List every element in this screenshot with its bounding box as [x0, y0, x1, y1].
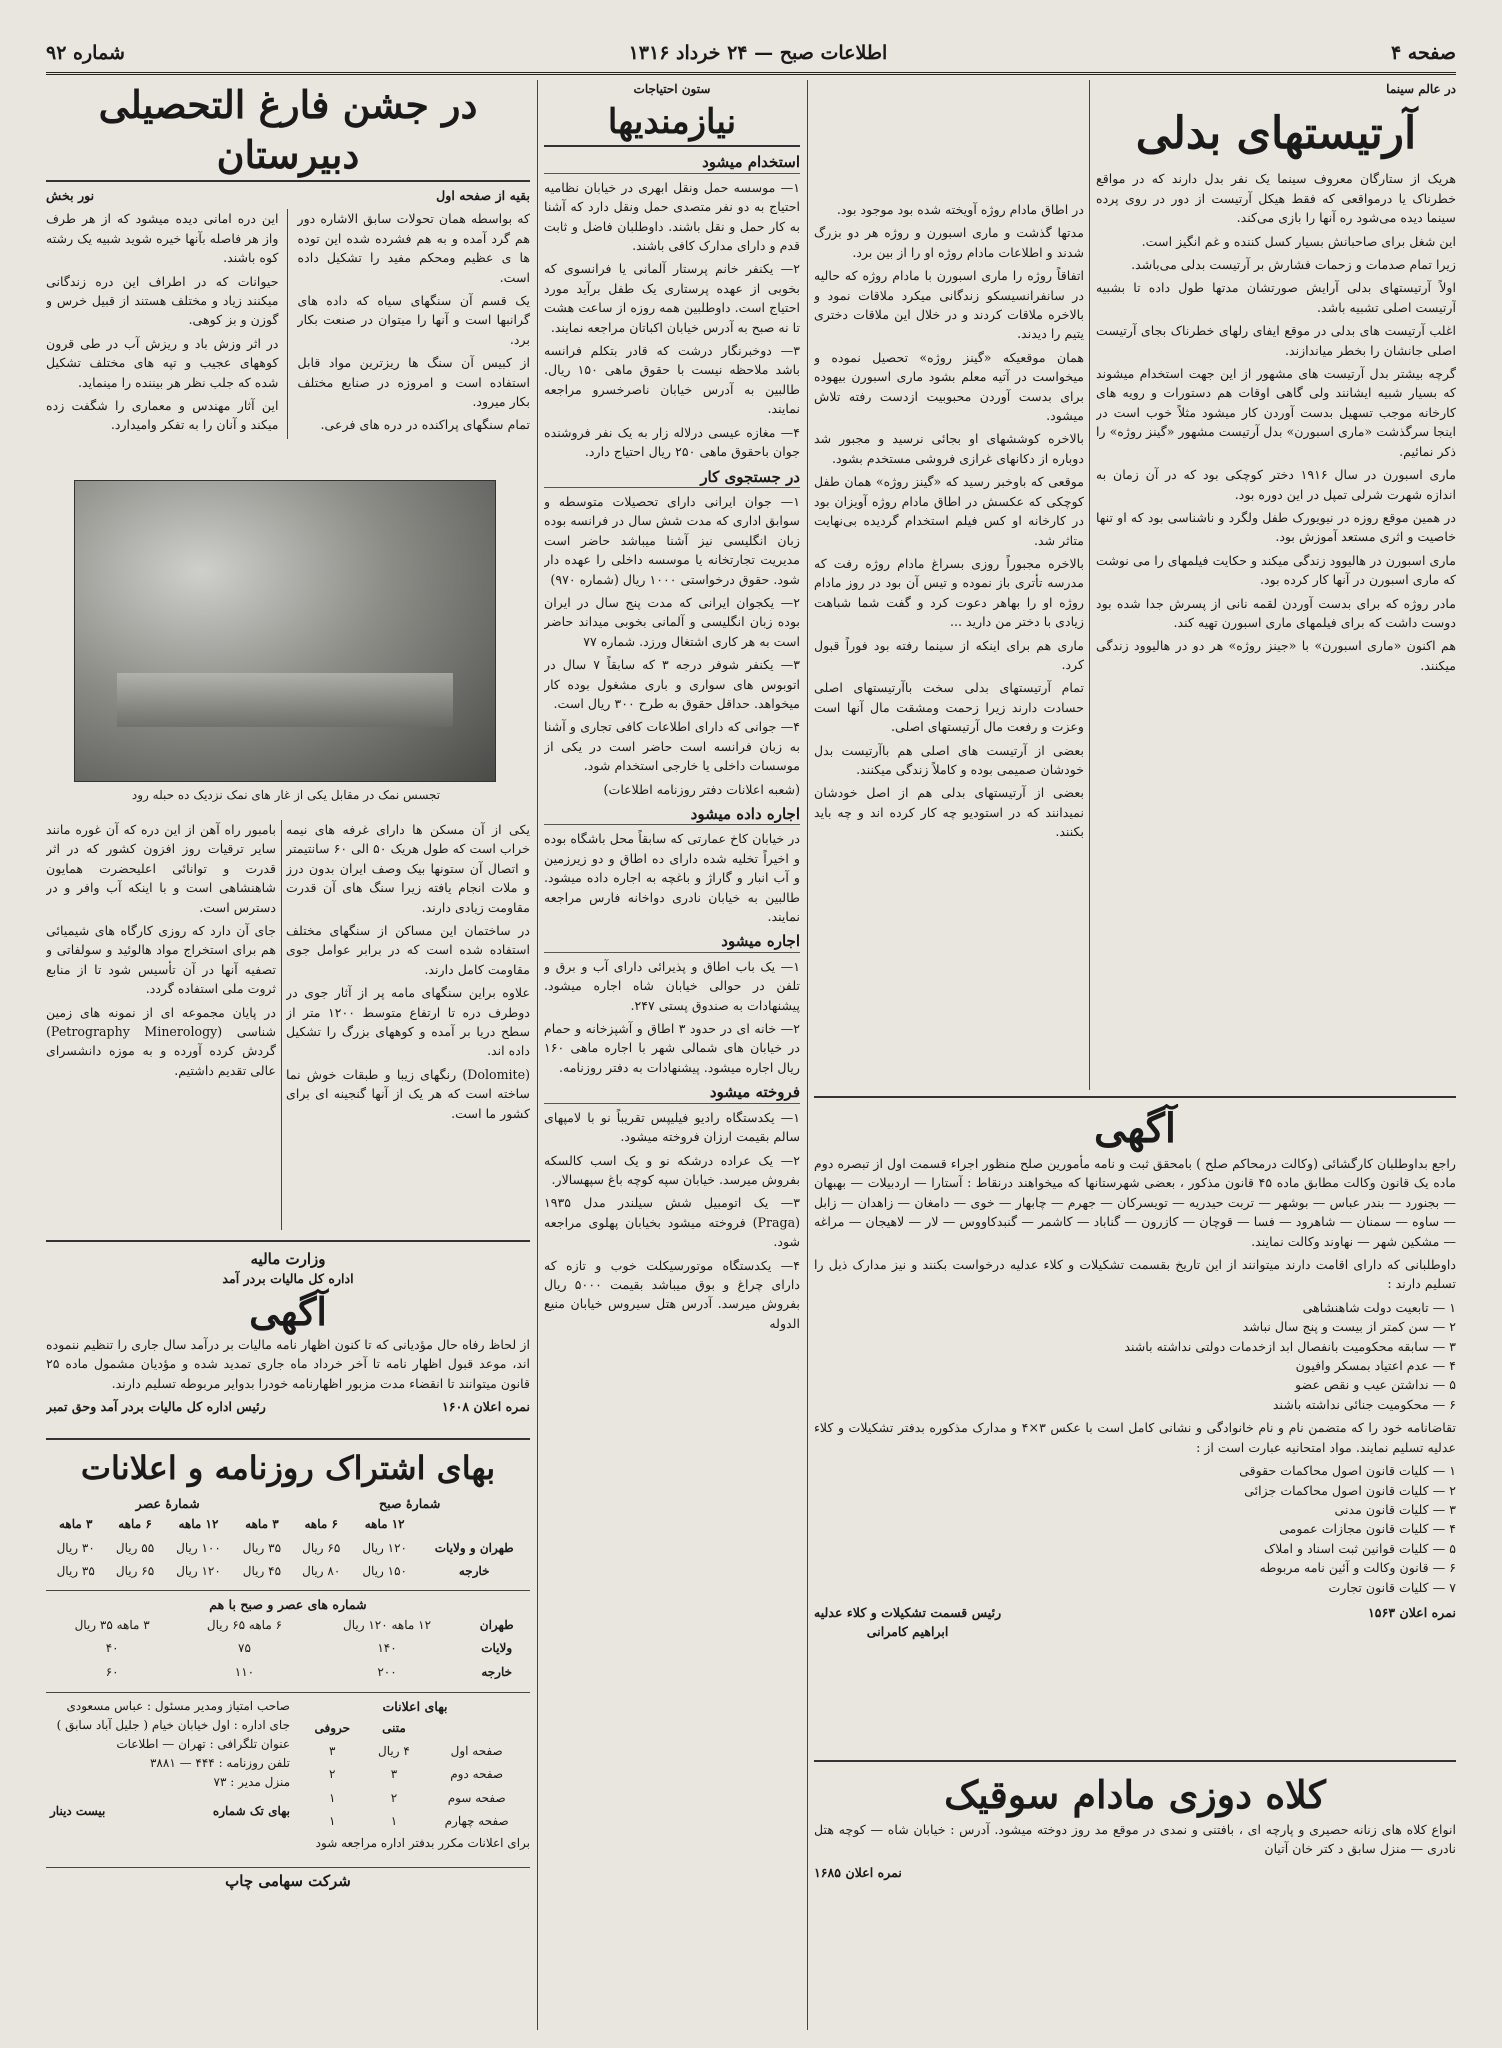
column-rule	[281, 820, 282, 1230]
table-row	[300, 1810, 530, 1833]
exam-subject: ۴ — کلیات قانون مجازات عمومی	[1279, 1521, 1456, 1537]
single-copy-label: بهای تک شماره	[212, 1804, 290, 1819]
section-heading: فروخته میشود	[544, 1083, 800, 1103]
table-cell: صفحه اول	[450, 1744, 503, 1759]
classified-item: ۴— مغازه عیسی درلاله زار به یک نفر فروشنده جوان باحقوق ماهی ۲۵۰ ریال احتیاج دارد.	[544, 424, 800, 460]
table-header: حروفی	[314, 1720, 351, 1735]
hatmaker-ad	[814, 1770, 1456, 1970]
cinema-para: در همین موقع روزه در نیویورک طفل ولگرد و ناشناسی بود که او تنها خاصیت و اثری مستعد آموزش بود.	[1096, 509, 1456, 545]
cinema-para: مادر روژه که برای بدست آوردن لقمه نانی از پسرش جدا شده بود دوست داشت که برای فیلمهای ماری اسبورن تهیه کند.	[1096, 595, 1456, 630]
finance-notice-ref: نمره اعلان ۱۶۰۸	[442, 1399, 530, 1415]
legal-notice-body: تقاضانامه خود را که متضمن نام و نام خانوادگی و نشانی کامل است با عکس ۳×۴ و مدارک مذکوره بدفتر تشکیلات و کلاء عدلیه تسلیم نمایند. مواد امتحانیه عبارت است از :	[814, 1420, 1456, 1455]
article-para: در اثر وزش باد و ریزش آب در طی قرون کوههای عجیب و تپه های مختلف تشکیل شده که جلب نظر هر بیننده را مینماید.	[46, 335, 279, 390]
legal-notice-signature-name: ابراهیم کامرانی	[866, 1624, 949, 1640]
table-cell: صفحه چهارم	[444, 1814, 509, 1829]
table-row	[46, 1614, 530, 1637]
exam-subject: ۲ — کلیات قانون اصول محاکمات جزائی	[1244, 1482, 1456, 1498]
table-row	[46, 1560, 530, 1583]
finance-notice-title: آگهی	[249, 1288, 327, 1334]
cinema-para: بعضی از آرتیستهای بدلی هم از اصل خودشان نمیدانند که در استودیو چه کار کرده اند و چه باید بکنند.	[814, 785, 1084, 840]
table-cell: ۳۰ ریال	[56, 1540, 95, 1555]
column-rule	[1089, 80, 1090, 1090]
table-row	[300, 1787, 530, 1810]
table-cell: ۱۴۰	[377, 1641, 397, 1656]
table-cell: ۱۲۰ ریال	[176, 1564, 221, 1579]
table-cell: طهران و ولایات	[434, 1540, 514, 1555]
cinema-para: مدتها گذشت و ماری اسبورن و روژه هر دو بزرگ شدند و اطلاعات مادام روژه او را از بین برد.	[814, 225, 1084, 260]
morning-edition-label: شمارهٔ صبح	[379, 1496, 441, 1511]
cinema-para: موقعی که باوخبر رسید که «گینز روژه» همان طفل کوچکی که عکسش در اطاق مادام روژه آویزان بود در کارخانه او کس فیلم استخدام گردیده بی‌نهایت متاثر شد.	[814, 474, 1084, 548]
requirement-item: ۱ — تابعیت دولت شاهنشاهی	[1302, 1299, 1456, 1315]
section-heading: در جستجوی کار	[544, 468, 800, 488]
table-header: ۱۲ ماهه	[364, 1517, 405, 1532]
cinema-para: در اطاق مادام روژه آویخته شده بود موجود بود.	[836, 202, 1084, 217]
content-grid	[46, 80, 1456, 2028]
section-heading: اجاره داده میشود	[544, 805, 800, 825]
table-cell: خارجه	[481, 1664, 513, 1679]
phone-number: تلفن روزنامه : ۴۴۴ — ۳۸۸۱	[149, 1756, 290, 1771]
classified-item: ۴— یکدستگاه موتورسیکلت خوب و تازه که دارای چراغ و بوق میباشد بقیمت ۵۰۰۰ ریال بفروش میرسد. آدرس هتل سیروس خیابان منیع الدوله	[544, 1257, 800, 1331]
printer-name: شرکت سهامی چاپ	[46, 1867, 530, 1891]
classified-item: ۳— یکنفر شوفر درجه ۳ که سابقاً ۷ سال در اتوبوس های سواری و باری مشغول بوده کار میخواهد. حداقل حقوق به طرح ۳۰۰ ریال است.	[544, 657, 800, 711]
classified-item: ۴— جوانی که دارای اطلاعات کافی تجاری و آشنا به زبان فرانسه است حاضر است در یکی از موسسات داخلی یا خارجی استخدام شود.	[544, 719, 800, 774]
article-para: حیوانات که در اطراف این دره زندگانی میکنند زیاد و مختلف هستند از قبیل خرس و گوزن و بز کوهی.	[46, 273, 279, 328]
cinema-para: گرچه بیشتر بدل آرتیست های مشهور از این جهت استخدام میشوند که بسیار شبیه ایشانند ولی گاهی اوقات هم دستورات و رویه های کارخانه موجب تسهیل بدست آوردن کار میشود مثلاً خوب است در اینجا سرگذشت «ماری اسبورن» بدل آرتیست مشهور «گینز روژه» را ذکر نمائیم.	[1096, 366, 1456, 459]
article-para: یک قسم آن سنگهای سیاه که داده های گرانبها است و آنها را میتوان در صنعت بکار برد.	[297, 293, 530, 347]
legal-notice-ref: نمره اعلان ۱۵۶۳	[1368, 1604, 1456, 1620]
section-heading: استخدام میشود	[544, 153, 800, 173]
exam-subject: ۶ — قانون وکالت و آئین نامه مربوطه	[1259, 1560, 1456, 1576]
exam-subject: ۵ — کلیات قوانین ثبت اسناد و املاک	[1263, 1540, 1456, 1556]
subscription-title: بهای اشتراک روزنامه و اعلانات	[80, 1449, 496, 1487]
table-row	[300, 1763, 530, 1786]
photo-caption: تجسس نمک در مقابل یکی از غار های نمک نزدیک ده حبله رود	[131, 788, 441, 802]
table-cell: ۳۵ ریال	[56, 1564, 95, 1579]
cinema-para: ماری اسبورن در سال ۱۹۱۶ دختر کوچکی بود که در آن زمان به اندازه شهرت شرلی تمپل در این دوره بود.	[1096, 467, 1456, 502]
paper-date: اطلاعات صبح — ۲۴ خرداد ۱۳۱۶	[628, 42, 888, 64]
table-cell: ۴۰	[105, 1641, 119, 1656]
classified-item: در خیابان کاخ عمارتی که سابقاً محل باشگاه بوده و اخیراً تخلیه شده دارای ده اطاق و دو زیرزمین و آب انبار و گاراژ و باغچه به اجاره داده میشود. طالبین به خیابان نادری دواخانه فارس مراجعه نمایند.	[544, 831, 800, 925]
classified-item: ۳— یک اتومبیل شش سیلندر مدل ۱۹۳۵ (Praga) فروخته میشود بخیابان پهلوی مراجعه شود.	[544, 1195, 800, 1250]
ad-rates-table	[300, 1717, 530, 1834]
evening-edition-label: شمارهٔ عصر	[135, 1496, 200, 1511]
department-name: اداره کل مالیات بردر آمد	[222, 1271, 354, 1287]
needs-kicker: ستون احتیاجات	[633, 82, 711, 96]
single-copy-price: بیست دینار	[50, 1804, 106, 1819]
table-cell: ۶۵ ریال	[302, 1540, 341, 1555]
legal-notice-signature-title: رئیس قسمت تشکیلات و کلاء عدلیه	[814, 1604, 1002, 1620]
article-para: این آثار مهندس و معماری را شگفت زده میکند و آنان را به تفکر وامیدارد.	[46, 398, 279, 433]
classified-item: ۲— خانه ای در حدود ۳ اطاق و آشپزخانه و حمام در خیابان های شمالی شهر با اجاره ماهی ۱۶۰ ریال اجاره میشود. پیشنهادات به دفتر روزنامه.	[544, 1021, 800, 1075]
exam-subject: ۷ — کلیات قانون تجارت	[1328, 1579, 1456, 1595]
legal-notice-title: آگهی	[1094, 1105, 1176, 1152]
table-row	[46, 1537, 530, 1560]
article-para: جای آن دارد که روزی کارگاه های شیمیائی هم برای استخراج مواد هالوئید و سولفاتی و تصفیه آنها در آن تأسیس شود تا از منابع ثروت ملی استفاده گردد.	[46, 923, 276, 997]
classified-item: ۲— یکنفر خانم پرستار آلمانی یا فرانسوی که بخوبی از عهده پرستاری یک طفل برآید مورد احتیاج است. داوطلبین همه روزه از ساعت هشت تا نه صبح به آدرس خیابان اکباتان مراجعه نمایند.	[544, 261, 800, 335]
table-cell: ۱	[329, 1814, 336, 1829]
cinema-para: هم اکنون «ماری اسبورن» با «جینز روژه» هر دو در هالیوود زندگی میکنند.	[1096, 638, 1456, 673]
legal-notice-body: راجع بداوطلبان کارگشائی (وکالت درمحاکم صلح ) بامحقق ثبت و نامه مأمورین صلح منظور اجراء قسمت اول از تبصره دوم ماده یک قانون وکالت مطابق ماده ۴۵ قانون مذکور ، بعضی شهرستانها که میخواهند درنقاط : آستارا — اردبیلات — بهبهان — بجنورد — بندر عباس — بوشهر — تربت حیدریه — تویسرکان — جهرم — چابهار — خوی — دامغان — زاهدان — زابل — ساوه — سمنان — شاهرود — فسا — قوچان — کازرون — گناباد — کاشمر — گنبدکاووس — لار — لاهیجان — مراغه — مشکین شهر — نهاوند وکالت نمایند.	[814, 1156, 1456, 1249]
section-heading: اجاره میشود	[544, 932, 800, 952]
combined-subscription-table	[46, 1614, 530, 1684]
cinema-para: تمام آرتیستهای بدلی سخت باآرتیستهای اصلی حسادت دارند زیرا زحمت ومشقت مال آنها است وعزت و رفعت مال آرتیستهای اصلی.	[814, 680, 1084, 735]
publisher-line: صاحب امتیاز ومدیر مسئول : عباس مسعودی	[66, 1699, 290, 1714]
needs-column	[544, 80, 800, 2030]
article-para: در پایان مجموعه ای از نمونه های زمین شناسی (Petrography Minerology) گردش کرده آورده و به موزه دانشسرای عالی تقدیم داشتیم.	[46, 1004, 276, 1078]
ad-rates-note: برای اعلانات مکرر بدفتر اداره مراجعه شود	[315, 1835, 530, 1850]
classified-item: ۲— یکجوان ایرانی که مدت پنج سال در ایران بوده زبان انگلیسی و آلمانی بخوبی میداند حاضر است به هر کاری اشتغال ورزد. شماره ۷۷	[544, 594, 800, 649]
exam-subject: ۱ — کلیات قانون اصول محاکمات حقوقی	[1239, 1463, 1456, 1479]
column-rule	[807, 80, 808, 2030]
table-cell: ۴ ریال	[378, 1744, 410, 1759]
requirement-item: ۲ — سن کمتر از بیست و پنج سال نباشد	[1242, 1319, 1456, 1335]
table-cell: ولایات	[481, 1641, 513, 1656]
requirement-item: ۳ — سابقه محکومیت بانفصال ابد ازخدمات دولتی نداشته باشند	[1124, 1338, 1456, 1354]
finance-notice-body: از لحاظ رفاه حال مؤدیانی که تا کنون اظهار نامه مالیات بر درآمد سال جاری را تنظیم ننموده اند، موعد قبول اظهار نامه تا آخر خرداد ماه جاری تمدید شده و مؤدیان مشمول ماده ۲۵ قانون میتوانند تا انقضاء مدت مزبور اظهارنامه خودرا بدوایر مربوطه تسلیم دارند.	[46, 1336, 530, 1391]
byline: نور بخش	[46, 188, 95, 203]
table-cell: ۸۰ ریال	[302, 1564, 341, 1579]
table-header: ۶ ماهه	[304, 1517, 338, 1532]
classified-item: ۲— یک عراده درشکه نو و یک اسب کالسکه بفروش میرسد. خیابان سپه کوچه باغ سپهسالار.	[544, 1152, 800, 1187]
requirement-item: ۵ — نداشتن عیب و نقص عضو	[1295, 1377, 1456, 1393]
table-cell: ۶۰	[105, 1664, 119, 1679]
hatmaker-body: انواع کلاه های زنانه حصیری و پارچه ای ، بافتنی و نمدی در موقع مد روز دوخته میشود. آدرس : خیابان شاه — کوچه هتل نادری — منزل سابق د کتر خان آتیان	[814, 1822, 1456, 1857]
table-cell: ۲	[329, 1767, 336, 1782]
article-para: از کبیس آن سنگ ها ریزترین مواد قابل استفاده است و امروزه در صنایع مختلف بکار میرود.	[297, 355, 530, 410]
article-para: علاوه براین سنگهای مامه پر از آثار جوی در دوطرف دره تا ارتفاع متوسط ۱۲۰۰ متر از سطح دریا بر آمده و کوههای بزرگ را تشکیل داده اند.	[286, 985, 530, 1059]
cinema-para: بعضی از آرتیست های اصلی هم باآرتیست بدل خودشان صمیمی بوده و کاملاً زندگی میکنند.	[814, 742, 1084, 777]
hatmaker-title: کلاه دوزی مادام سوقیک	[944, 1772, 1326, 1817]
article-para: در ساختمان این مساکن از سنگهای مختلف استفاده شده است که در برابر عوامل جوی مقاومت کامل دارند.	[286, 923, 530, 977]
table-header	[423, 1717, 530, 1740]
table-cell: ۱	[390, 1814, 398, 1829]
section-rule	[814, 1096, 1456, 1098]
article-para: تمام سنگهای پراکنده در دره های فرعی.	[320, 417, 530, 433]
cinema-title: آرتیستهای بدلی	[1135, 108, 1417, 160]
table-cell: ۳۵ ریال	[242, 1540, 282, 1555]
table-header: متنی	[382, 1720, 406, 1735]
table-cell: خارجه	[458, 1564, 490, 1579]
cinema-para: بالاخره مجبوراً روزی بسراغ مادام روژه رفت که مدرسه تأتری باز نموده و تیس آن بود در روز مادام روژه او را بهاهر دعوت کرد و گفت شما شباهت زیادی با دختر من دارید ...	[814, 555, 1084, 630]
cinema-para: همان موقعیکه «گینز روژه» تحصیل نموده و میخواست در آتیه معلم بشود ماری اسبورن بیهوده برای بدست آوردن محبوبیت ازدست رفته تلاش میشود.	[814, 349, 1084, 424]
article-para: این دره امانی دیده میشود که از هر طرف واز هر فاصله بآنها خیره شوید شبیه یک رشته کوه باشند.	[46, 211, 279, 266]
classified-item: ۱— موسسه حمل ونقل ابهری در خیابان نظامیه احتیاج به دو نفر متصدی حمل ونقل دارد که آشنا به کار حمل و نقل باشند. داوطلبان فاضل و ثابت قدم و دارای مدارک کافی باشند.	[544, 179, 800, 254]
article-para: یکی از آن مسکن ها دارای غرفه های نیمه خراب است که طول هریک ۵۰ الی ۶۰ سانتیمتر و اتصال آن ستونها بیک وصف ایران بدون درز و ملات انجام یافته زیرا سنگ های آن قدرت مقاومت زیادی دارند.	[286, 822, 530, 915]
issue-number: شماره ۹۲	[46, 42, 125, 64]
table-cell: ۱۲۰ ریال	[362, 1540, 407, 1555]
table-row	[300, 1740, 530, 1763]
salt-cave-photo	[74, 480, 496, 782]
subscription-table	[46, 1513, 530, 1583]
table-cell: ۲۰۰	[377, 1664, 397, 1679]
cinema-para: ماری اسبورن در هالیوود زندگی میکند و حکایت فیلمهای را می نوشت که ماری اسبورن در آنها کار کرده بود.	[1096, 552, 1456, 588]
cinema-para: این شغل برای صاحبانش بسیار کسل کننده و غم انگیز است.	[1141, 233, 1456, 249]
requirement-item: ۴ — عدم اعتیاد بمسکر وافیون	[1295, 1358, 1456, 1374]
article-lower-right	[286, 820, 530, 1230]
table-cell: ۶ ماهه ۶۵ ریال	[206, 1618, 283, 1633]
cinema-column-1	[1096, 80, 1456, 1090]
ad-rates-title: بهای اعلانات	[382, 1699, 448, 1715]
legal-notice-body: داوطلبانی که دارای اقامت دارند میتوانند از این تاریخ بقسمت تشکیلات و کلاء عدلیه درخواست بکنند و نیز مدارک ذیل را تسلیم دارند :	[814, 1257, 1456, 1292]
cinema-column-2	[814, 200, 1084, 1090]
table-row	[46, 1661, 530, 1684]
table-cell: ۳	[329, 1744, 336, 1759]
cinema-kicker: در عالم سینما	[1386, 82, 1456, 96]
article-para: که بواسطه همان تحولات سابق الاشاره دور هم گرد آمده و به هم فشرده شده این توده ها ی عظیم ومحکم مفید را تشکیل داده است.	[297, 211, 530, 285]
table-cell: ۱	[329, 1790, 336, 1805]
cinema-para: ماری هم برای اینکه از سینما رفته بود فوراً قبول کرد.	[814, 637, 1084, 672]
article-para: (Dolomite) رنگهای زیبا و طبقات خوش نما ساخته است که هر یک از آنها گنجینه ای برای کشور ما است.	[286, 1066, 530, 1121]
requirement-item: ۶ — محکومیت جنائی نداشته باشند	[1272, 1396, 1456, 1412]
needs-title: نیازمندیها	[544, 99, 800, 147]
table-header: ۱۲ ماهه	[178, 1517, 219, 1532]
section-rule	[46, 1240, 530, 1242]
finance-notice	[46, 1250, 530, 1430]
column-rule	[537, 80, 538, 2030]
table-cell: ۱۲ ماهه ۱۲۰ ریال	[342, 1618, 432, 1633]
table-cell: ۳	[390, 1767, 398, 1782]
ministry-name: وزارت مالیه	[250, 1250, 326, 1268]
page-number: صفحه ۴	[1390, 42, 1456, 64]
exam-subject: ۳ — کلیات قانون مدنی	[1334, 1501, 1456, 1517]
cinema-para: اولاً آرتیستهای بدلی آرایش صورتشان مدتها طول داده تا بشبیه آرتیست اصلی تشبیه باشد.	[1096, 280, 1456, 315]
combined-subscription-title: شماره های عصر و صبح با هم	[46, 1590, 530, 1614]
article-para: بامبور راه آهن از این دره که آن غوره مانند سایر ترقیات روز افزون کشور که در اثر قدرت و توانائی اعلیحضرت همایون شاهنشاهی است و با اینکه آب وافر و در دسترس است.	[46, 822, 276, 915]
office-address: جای اداره : اول خیابان خیام ( جلیل آباد سابق )	[56, 1718, 290, 1733]
finance-notice-signature: رئیس اداره کل مالیات بردر آمد وحق تمبر	[46, 1399, 266, 1415]
classified-item: ۱— یکدستگاه رادیو فیلیپس تقریباً نو با لامپهای سالم بقیمت ارزان فروخته میشود.	[544, 1109, 800, 1145]
table-header: ۶ ماهه	[118, 1517, 152, 1532]
classified-item: (شعبه اعلانات دفتر روزنامه اطلاعات)	[603, 781, 800, 797]
table-cell: ۷۵	[238, 1641, 251, 1656]
table-cell: صفحه دوم	[450, 1767, 504, 1782]
table-row	[46, 1637, 530, 1660]
cinema-para: زیرا تمام صدمات و زحمات فشارش بر آرتیست بدلی می‌باشد.	[1131, 257, 1456, 273]
table-cell: ۵۵ ریال	[115, 1540, 155, 1555]
continued-note: بقیه از صفحه اول	[436, 188, 530, 203]
table-cell: طهران	[479, 1618, 514, 1633]
cinema-para: هریک از ستارگان معروف سینما یک نفر بدل دارند که در مواقع خطرناک یا درمواقعی که فقط هیکل آرتیست از دور در روی پرده سینما دیده می‌شود ره آنها را بازی می‌کند.	[1096, 171, 1456, 226]
editor-phone: منزل مدیر : ۷۳	[213, 1775, 290, 1790]
hatmaker-ref: نمره اعلان ۱۶۸۵	[814, 1864, 902, 1880]
table-cell: ۲	[390, 1790, 398, 1805]
table-cell: ۴۵ ریال	[242, 1564, 282, 1579]
cinema-para: اتفاقاً روژه را ماری اسبورن با مادام روژه که حالیه در سانفرانسیسکو زندگانی میکرد ملاقات نمود و بالاخره ملاقات کردند و در خلال این ملاقات دختری یتیم را دیدند.	[814, 268, 1084, 342]
masthead	[46, 38, 1456, 75]
table-cell: ۶۵ ریال	[115, 1564, 155, 1579]
article-lower-left	[46, 820, 276, 1230]
table-cell: ۳ ماهه ۳۵ ریال	[74, 1618, 150, 1633]
school-title: در جشن فارغ التحصیلی دبیرستان	[46, 80, 530, 182]
table-header: ۳ ماهه	[245, 1517, 279, 1532]
table-header	[418, 1513, 530, 1536]
section-rule	[814, 1760, 1456, 1762]
table-cell: ۱۵۰ ریال	[362, 1564, 407, 1579]
legal-notice	[814, 1104, 1456, 1752]
classified-item: ۱— یک باب اطاق و پذیرائی دارای آب و برق و تلفن در حوالی خیابان شاه اجاره میشود. پیشنهادات به صندوق پستی ۲۴۷.	[544, 958, 800, 1013]
table-cell: صفحه سوم	[447, 1790, 506, 1805]
cinema-para: اغلب آرتیست های بدلی در موقع ایفای رلهای خطرناک بجای آرتیست اصلی جانشان را بخطر میاندازند.	[1096, 323, 1456, 358]
subscription-box	[46, 1446, 530, 2030]
section-rule	[46, 1438, 530, 1440]
telegraph-address: عنوان تلگرافی : تهران — اطلاعات	[116, 1737, 290, 1752]
table-header: ۳ ماهه	[58, 1517, 93, 1532]
classified-item: ۳— دوخبرنگار درشت که قادر بتکلم فرانسه باشد ملاحظه نیست با حقوق ماهی ۱۵۰ ریال. طالبین به آدرس خیابان ناصرخسرو مراجعه نمایند.	[544, 343, 800, 417]
cinema-para: بالاخره کوششهای او بجائی نرسید و مجبور شد دوباره از دکانهای غرازی فروشی مستخدم بشود.	[814, 431, 1084, 466]
table-cell: ۱۱۰	[234, 1664, 255, 1679]
table-cell: ۱۰۰ ریال	[176, 1540, 221, 1555]
classified-item: ۱— جوان ایرانی دارای تحصیلات متوسطه و سوابق اداری که مدت شش سال در فرانسه بوده زبان انگلیسی نیز آشنا میباشد حاضر است مدیریت تجارتخانه یا موسسه داخلی را عهده دار شود. حقوق درخواستی ۱۰۰۰ ریال (شماره ۹۷۰)	[544, 493, 800, 587]
